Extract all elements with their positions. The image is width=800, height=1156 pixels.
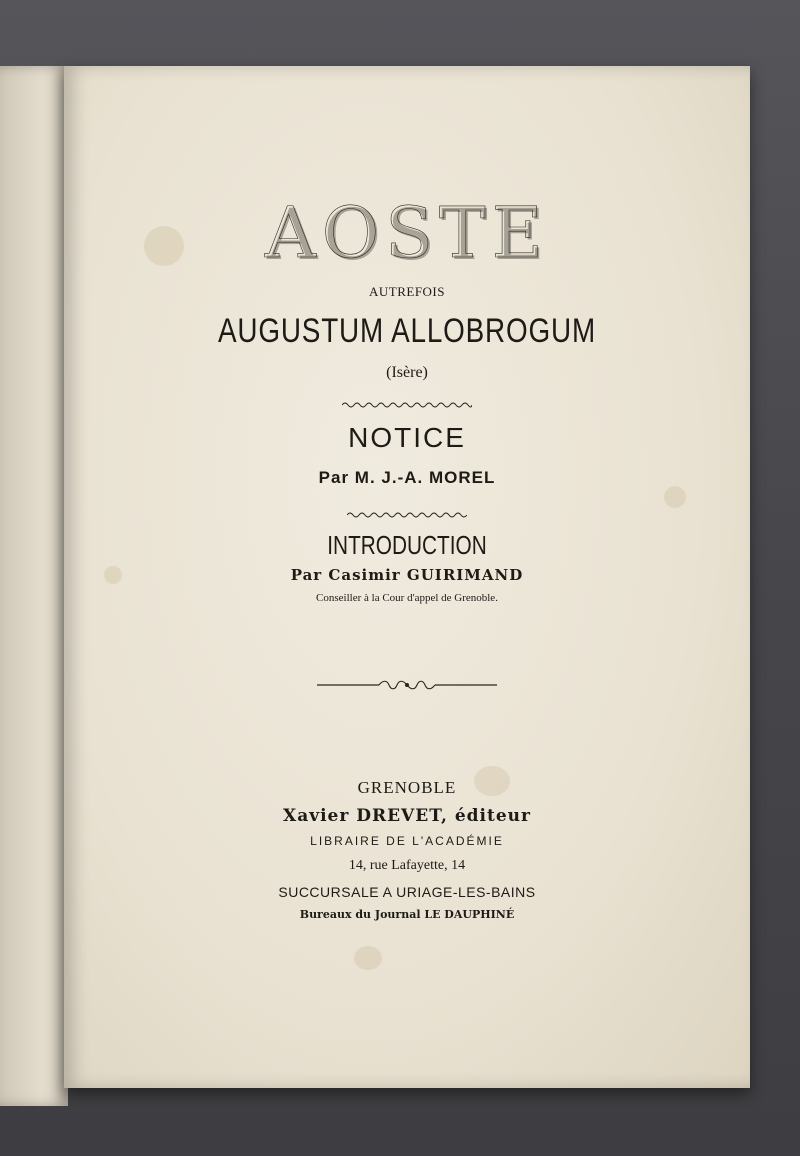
notice-author: Par M. J.-A. MOREL xyxy=(318,468,496,487)
branch-office: SUCCURSALE A URIAGE-LES-BAINS xyxy=(278,884,536,900)
region-label: (Isère) xyxy=(386,364,428,381)
publisher-name: Xavier DREVET, éditeur xyxy=(283,806,531,826)
publisher-role: LIBRAIRE DE L'ACADÉMIE xyxy=(310,834,504,848)
ornamental-rule xyxy=(64,678,750,697)
publication-city: GRENOBLE xyxy=(357,778,457,797)
subtitle-prefix: AUTREFOIS xyxy=(368,284,445,299)
introduction-heading: INTRODUCTION xyxy=(327,530,487,560)
introduction-author-role: Conseiller à la Cour d'appel de Grenoble. xyxy=(316,592,498,604)
publisher-address: 14, rue Lafayette, 14 xyxy=(348,858,466,873)
book-subtitle: AUGUSTUM ALLOBROGUM xyxy=(217,312,597,350)
wavy-rule xyxy=(64,396,750,414)
foxing-spot xyxy=(354,946,382,970)
notice-heading: NOTICE xyxy=(348,422,466,453)
wavy-rule xyxy=(64,506,750,524)
branch-note: Bureaux du Journal LE DAUPHINÉ xyxy=(299,908,515,921)
title-page xyxy=(64,66,750,1088)
facing-page-edge xyxy=(0,66,68,1106)
introduction-author: Par Casimir GUIRIMAND xyxy=(290,566,524,584)
book-title: AOSTE xyxy=(265,192,549,274)
foxing-spot xyxy=(664,486,686,508)
